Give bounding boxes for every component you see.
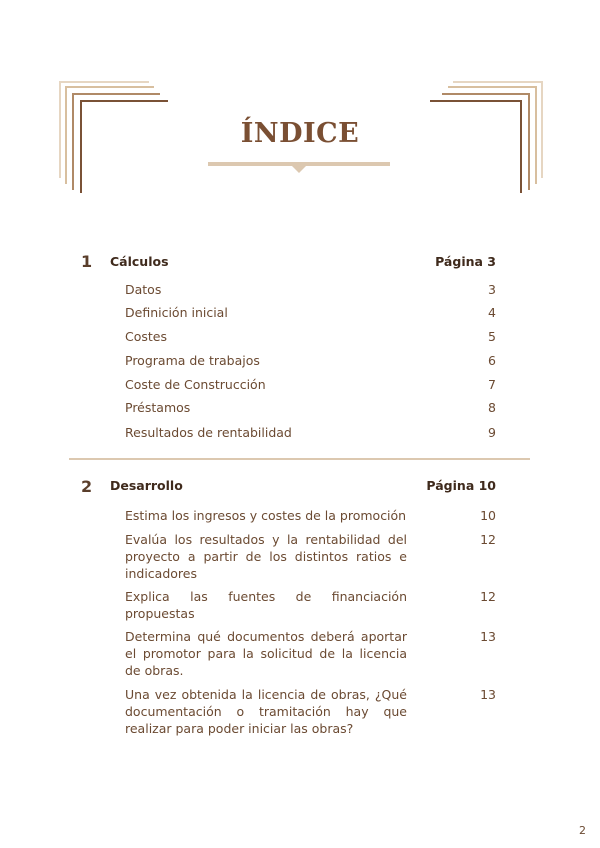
toc-item[interactable]: Evalúa los resultados y la rentabilidad del proyecto a partir de los distintos ratios e indicadores — [125, 532, 407, 581]
toc-item-page: 4 — [488, 305, 496, 320]
toc-item-page: 13 — [480, 687, 496, 702]
toc-item[interactable]: Explica las fuentes de financiación propuestas — [125, 589, 407, 621]
toc-item[interactable]: Estima los ingresos y costes de la promoción — [125, 508, 407, 523]
page-number: 2 — [579, 824, 586, 837]
title-underline-notch — [292, 166, 306, 173]
toc-item-page: 8 — [488, 400, 496, 415]
toc-item-page: 10 — [480, 508, 496, 523]
toc-item-page: 3 — [488, 282, 496, 297]
section-divider — [69, 458, 530, 460]
page-title: ÍNDICE — [240, 118, 360, 149]
toc-item[interactable]: Resultados de rentabilidad — [125, 425, 292, 440]
section-page: Página 10 — [426, 478, 496, 493]
toc-item-page: 9 — [488, 425, 496, 440]
toc-item[interactable]: Determina qué documentos deberá aportar el promotor para la solicitud de la licencia de obras. — [125, 629, 407, 678]
toc-item-page: 12 — [480, 532, 496, 547]
toc-item-page: 12 — [480, 589, 496, 604]
section-number: 1 — [81, 252, 93, 271]
toc-item-page: 7 — [488, 377, 496, 392]
section-number: 2 — [81, 477, 93, 496]
section-title[interactable]: Cálculos — [110, 254, 169, 269]
toc-item-page: 5 — [488, 329, 496, 344]
toc-item-page: 13 — [480, 629, 496, 644]
toc-item-page: 6 — [488, 353, 496, 368]
section-title[interactable]: Desarrollo — [110, 478, 183, 493]
toc-item[interactable]: Préstamos — [125, 400, 191, 415]
section-page: Página 3 — [435, 254, 496, 269]
toc-item[interactable]: Datos — [125, 282, 162, 297]
toc-item[interactable]: Definición inicial — [125, 305, 228, 320]
toc-item[interactable]: Programa de trabajos — [125, 353, 260, 368]
toc-item[interactable]: Una vez obtenida la licencia de obras, ¿Qué documentación o tramitación hay que realizar para poder iniciar las obras? — [125, 687, 407, 736]
toc-item[interactable]: Costes — [125, 329, 167, 344]
toc-item[interactable]: Coste de Construcción — [125, 377, 266, 392]
